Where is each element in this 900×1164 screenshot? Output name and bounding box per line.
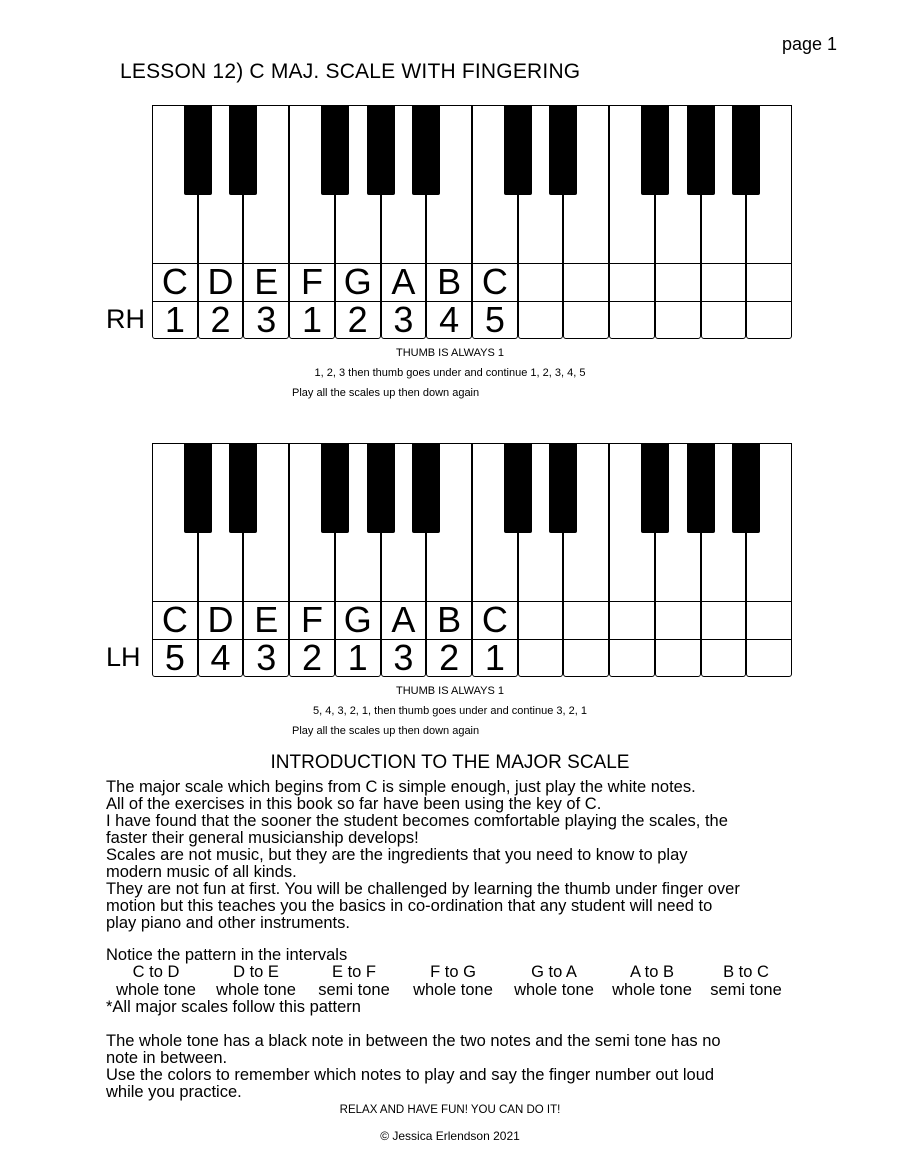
rh-black-key bbox=[641, 105, 669, 195]
rh-finger-number: 2 bbox=[347, 299, 368, 340]
tone-explanation bbox=[106, 1033, 806, 1101]
lh-black-key bbox=[504, 443, 532, 533]
lh-black-key bbox=[412, 443, 440, 533]
interval-type: semi tone bbox=[710, 980, 782, 999]
lh-black-key bbox=[641, 443, 669, 533]
left-hand-label: LH bbox=[106, 642, 141, 672]
rh-finger-number: 1 bbox=[301, 299, 322, 340]
left-hand-keyboard bbox=[152, 443, 792, 677]
interval-pair: G to A bbox=[531, 963, 577, 981]
lh-finger-number: 1 bbox=[484, 637, 505, 678]
rh-note-label: A bbox=[391, 261, 416, 302]
lh-note-label: D bbox=[207, 599, 234, 640]
intro-line: They are not fun at first. You will be challenged by learning the thumb under finger over bbox=[106, 880, 740, 898]
lh-note-label: C bbox=[161, 599, 188, 640]
lh-black-key bbox=[549, 443, 577, 533]
lh-black-key bbox=[184, 443, 212, 533]
intro-line: The major scale which begins from C is simple enough, just play the white notes. bbox=[106, 778, 696, 796]
copyright-icon: © bbox=[380, 1129, 390, 1143]
rh-note-label: G bbox=[343, 261, 372, 302]
lh-note-label: F bbox=[300, 599, 323, 640]
interval-type: whole tone bbox=[216, 980, 296, 999]
rh-finger-number: 3 bbox=[393, 299, 414, 340]
interval-item bbox=[403, 964, 503, 999]
intro-line: motion but this teaches you the basics in co-ordination that any student will need to bbox=[106, 897, 713, 915]
copyright-text: Jessica Erlendson 2021 bbox=[392, 1129, 520, 1143]
intro-line: modern music of all kinds. bbox=[106, 863, 297, 881]
rh-note-label: C bbox=[161, 261, 188, 302]
interval-pair: F to G bbox=[430, 963, 476, 981]
lh-black-key bbox=[367, 443, 395, 533]
lh-black-key bbox=[687, 443, 715, 533]
rh-black-key bbox=[184, 105, 212, 195]
tone-line: Use the colors to remember which notes to play and say the finger number out loud bbox=[106, 1066, 715, 1084]
interval-item bbox=[696, 964, 796, 999]
lh-finger-number: 1 bbox=[347, 637, 368, 678]
lh-finger-number: 5 bbox=[164, 637, 185, 678]
interval-type: whole tone bbox=[514, 980, 594, 999]
interval-pair: E to F bbox=[331, 963, 376, 981]
rh-note-label: F bbox=[300, 261, 323, 302]
pattern-note: *All major scales follow this pattern bbox=[106, 998, 361, 1016]
lh-finger-number: 4 bbox=[210, 637, 231, 678]
lh-note-label: A bbox=[391, 599, 416, 640]
rh-caption-fingering: 1, 2, 3 then thumb goes under and continue 1, 2, 3, 4, 5 bbox=[314, 367, 586, 379]
interval-pair: D to E bbox=[233, 963, 279, 981]
lh-caption-play: Play all the scales up then down again bbox=[292, 725, 480, 737]
tone-line: while you practice. bbox=[106, 1083, 242, 1101]
interval-pair: C to D bbox=[132, 963, 180, 981]
interval-type: whole tone bbox=[413, 980, 493, 999]
rh-black-key bbox=[321, 105, 349, 195]
right-hand-label: RH bbox=[106, 304, 145, 334]
rh-black-key bbox=[367, 105, 395, 195]
rh-black-key bbox=[687, 105, 715, 195]
interval-pair: A to B bbox=[629, 963, 675, 981]
rh-finger-number: 1 bbox=[164, 299, 185, 340]
lesson-title: LESSON 12) C MAJ. SCALE WITH FINGERING bbox=[120, 60, 581, 83]
rh-black-key bbox=[504, 105, 532, 195]
rh-caption-thumb: THUMB IS ALWAYS 1 bbox=[396, 347, 504, 359]
lh-black-key bbox=[732, 443, 760, 533]
interval-item bbox=[602, 964, 702, 999]
intro-line: faster their general musicianship develops! bbox=[106, 829, 419, 847]
lh-note-label: G bbox=[343, 599, 372, 640]
lh-finger-number: 2 bbox=[439, 637, 460, 678]
lh-note-label: C bbox=[481, 599, 508, 640]
lh-caption-fingering: 5, 4, 3, 2, 1, then thumb goes under and continue 3, 2, 1 bbox=[313, 705, 587, 717]
rh-caption-play: Play all the scales up then down again bbox=[292, 387, 480, 399]
lh-finger-number: 2 bbox=[301, 637, 322, 678]
closing-note: RELAX AND HAVE FUN! YOU CAN DO IT! bbox=[339, 1104, 561, 1116]
interval-type: whole tone bbox=[116, 980, 196, 999]
copyright bbox=[0, 1129, 900, 1143]
rh-black-key bbox=[549, 105, 577, 195]
lh-note-label: B bbox=[437, 599, 462, 640]
intro-line: All of the exercises in this book so far have been using the key of C. bbox=[106, 795, 602, 813]
lh-black-key bbox=[321, 443, 349, 533]
interval-type: whole tone bbox=[612, 980, 692, 999]
rh-finger-number: 4 bbox=[439, 299, 460, 340]
page-number: page 1 bbox=[782, 34, 838, 54]
lh-caption-thumb: THUMB IS ALWAYS 1 bbox=[396, 685, 504, 697]
interval-pair: B to C bbox=[723, 963, 769, 981]
tone-line: note in between. bbox=[106, 1049, 228, 1067]
intro-line: play piano and other instruments. bbox=[106, 914, 350, 932]
tone-line: The whole tone has a black note in between the two notes and the semi tone has no bbox=[106, 1032, 721, 1050]
rh-black-key bbox=[229, 105, 257, 195]
rh-note-label: B bbox=[437, 261, 462, 302]
lh-note-label: E bbox=[254, 599, 279, 640]
lh-finger-number: 3 bbox=[393, 637, 414, 678]
rh-black-key bbox=[412, 105, 440, 195]
interval-pattern bbox=[106, 964, 796, 1000]
rh-note-label: D bbox=[207, 261, 234, 302]
interval-item bbox=[106, 964, 206, 999]
rh-finger-number: 3 bbox=[256, 299, 277, 340]
interval-item bbox=[304, 964, 404, 999]
intro-heading: INTRODUCTION TO THE MAJOR SCALE bbox=[270, 752, 630, 773]
interval-type: semi tone bbox=[318, 980, 390, 999]
lh-finger-number: 3 bbox=[256, 637, 277, 678]
pattern-intro: Notice the pattern in the intervals bbox=[106, 946, 348, 964]
rh-note-label: C bbox=[481, 261, 508, 302]
rh-finger-number: 5 bbox=[484, 299, 505, 340]
lh-black-key bbox=[229, 443, 257, 533]
intro-paragraph bbox=[106, 779, 806, 932]
rh-finger-number: 2 bbox=[210, 299, 231, 340]
rh-note-label: E bbox=[254, 261, 279, 302]
rh-black-key bbox=[732, 105, 760, 195]
interval-item bbox=[504, 964, 604, 999]
intro-line: I have found that the sooner the student becomes comfortable playing the scales, the bbox=[106, 812, 728, 830]
right-hand-keyboard bbox=[152, 105, 792, 339]
interval-item bbox=[206, 964, 306, 999]
intro-line: Scales are not music, but they are the ingredients that you need to know to play bbox=[106, 846, 688, 864]
